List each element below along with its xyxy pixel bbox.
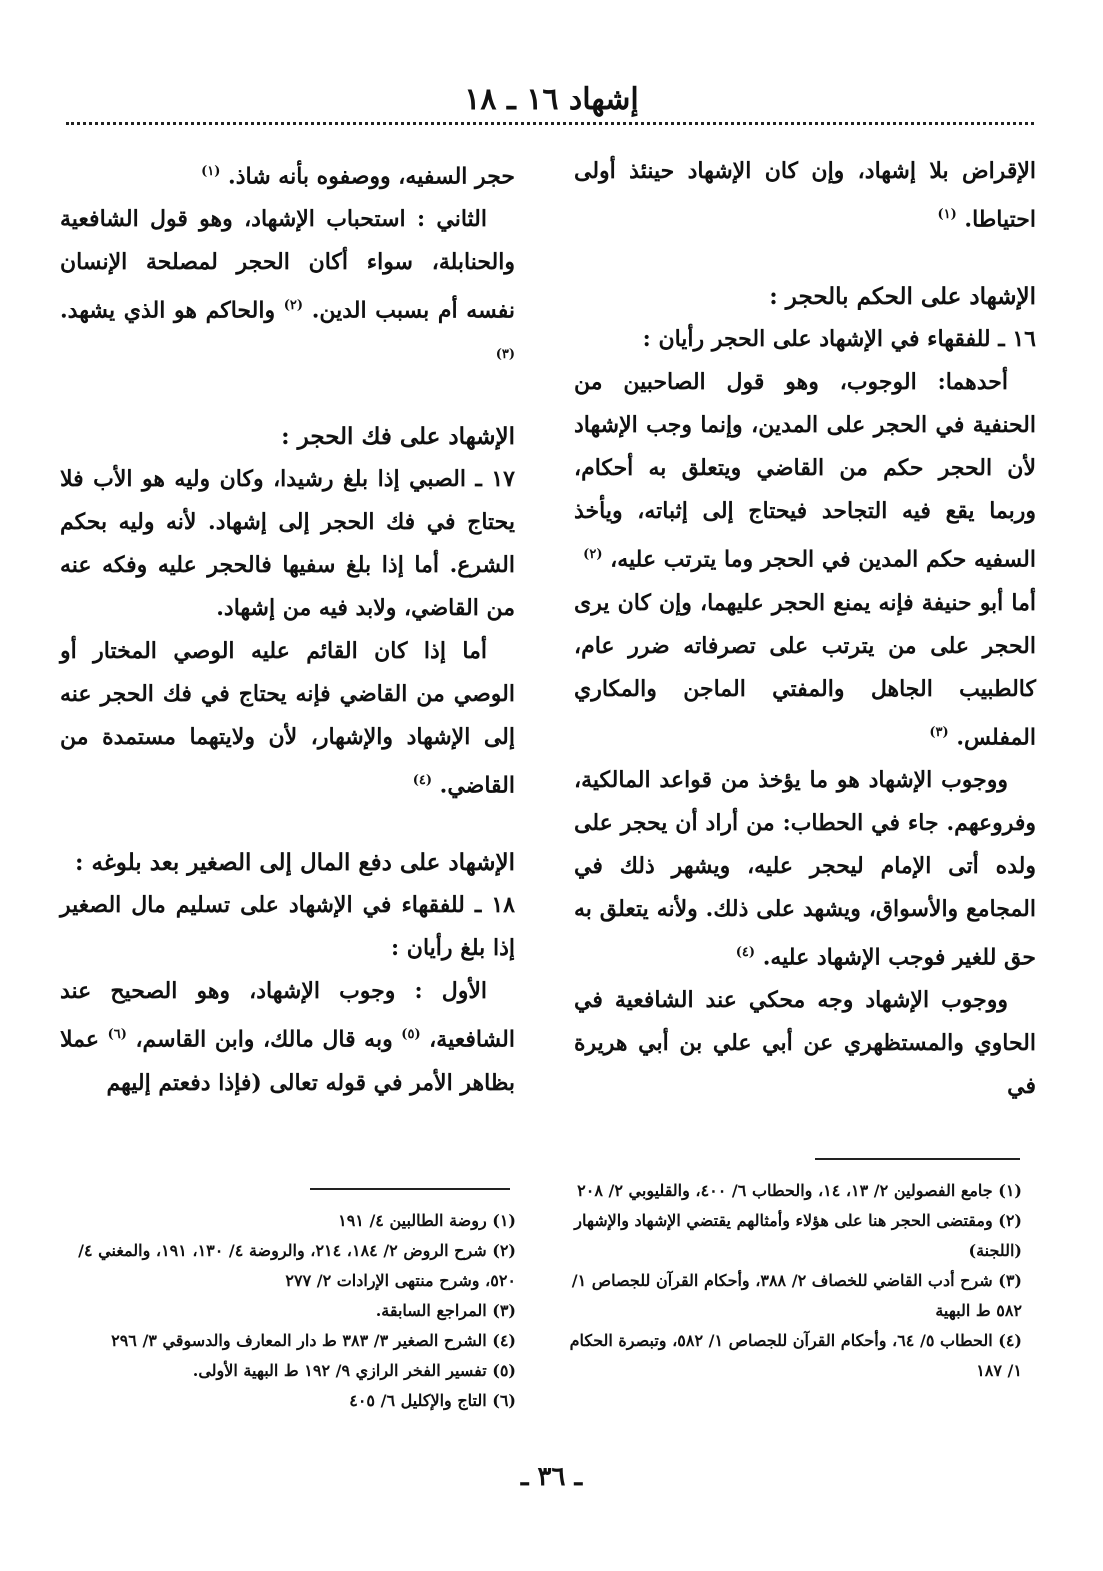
- footnote-ref: (٣): [495, 346, 515, 362]
- paragraph: ووجوب الإشهاد وجه محكي عند الشافعية في الحاوي والمستظهري عن أبي علي بن أبي هريرة في: [574, 987, 1036, 1100]
- paragraph: ١٧ ـ الصبي إذا بلغ رشيدا، وكان وليه هو الأب فلا يحتاج في فك الحجر إلى إشهاد. لأنه وليه بحكم الشرع. أما إذا بلغ سفيها فالحجر عليه وفكه عنه من القاضي، ولابد فيه من إشهاد.: [60, 465, 515, 621]
- paragraph: حجر السفيه، ووصفوه بأنه شاذ. $^{(١)}$: [201, 163, 515, 190]
- footnote: (٢) ومقتضى الحجر هنا على هؤلاء وأمثالهم يقتضي الإشهاد والإشهار (اللجنة): [574, 1211, 1022, 1260]
- footnote: (٣) المراجع السابقة.: [375, 1301, 516, 1320]
- paragraph: ١٦ ـ للفقهاء في الإشهاد على الحجر رأيان :: [642, 326, 1036, 353]
- footnote-ref: (٤): [735, 944, 756, 960]
- footnote-ref: (١): [201, 164, 221, 179]
- paragraph: أما إذا كان القائم عليه الوصي المختار أو الوصي من القاضي فإنه يحتاج في فك الحجر عنه إلى الإشهاد والإشهار، لأن ولايتهما مستمدة من القاضي. $^{(٤)}$: [60, 637, 515, 799]
- footnote: (٤) الحطاب ٥/ ٦٤، وأحكام القرآن للجصاص ١/ ٥٨٢، وتبصرة الحكام ١/ ١٨٧: [569, 1331, 1022, 1380]
- running-header: إشهاد ١٦ ـ ١٨: [464, 82, 639, 117]
- paragraph: الإقراض بلا إشهاد، وإن كان الإشهاد حينئذ أولى احتياطا. $^{(١)}$: [574, 158, 1036, 233]
- footnote-ref: (٥): [401, 1027, 421, 1043]
- footnote-ref: (٤): [412, 772, 432, 788]
- footnote: (١) جامع الفصولين ٢/ ١٣، ١٤، والحطاب ٦/ ٤٠٠، والقليوبي ٢/ ٢٠٨: [577, 1181, 1022, 1200]
- footnote: (١) روضة الطالبين ٤/ ١٩١: [338, 1211, 516, 1230]
- paragraph: أما أبو حنيفة فإنه يمنع الحجر عليهما، وإن كان يرى الحجر على من يترتب على تصرفاته ضرر عام، كالطبيب الجاهل والمفتي الماجن والمكاري المفلس. $^{(٣)}$: [574, 589, 1036, 750]
- paragraph: ١٨ ـ للفقهاء في الإشهاد على تسليم مال الصغير إذا بلغ رأيان :: [60, 892, 515, 962]
- footnote-ref: (١): [937, 207, 957, 222]
- page-number: ـ ٣٦ ـ: [520, 1462, 583, 1492]
- footnotes-right: [552, 1176, 1022, 1386]
- header-divider: [66, 122, 1034, 125]
- paragraph: الأول : وجوب الإشهاد، وهو الصحيح عند الشافعية، $^{(٥)}$ وبه قال مالك، وابن القاسم، $^{(٦)}$ عملا بظاهر الأمر في قوله تعالى (فإذا دفعتم إليهم: [60, 978, 515, 1096]
- footnote: (٦) التاج والإكليل ٦/ ٤٠٥: [349, 1391, 516, 1410]
- section-heading: الإشهاد على فك الحجر :: [281, 422, 515, 450]
- footnote: (٣) شرح أدب القاضي للخصاف ٢/ ٣٨٨، وأحكام القرآن للجصاص ١/ ٥٨٢ ط البهية: [571, 1271, 1022, 1320]
- paragraph: ووجوب الإشهاد هو ما يؤخذ من قواعد المالكية، وفروعهم. جاء في الحطاب: من أراد أن يحجر على ولده أتى الإمام ليحجر عليه، ويشهر ذلك في المجامع والأسواق، ويشهد على ذلك. ولأنه يتعلق به حق للغير فوجب الإشهاد عليه. $^{(٤)}$: [574, 766, 1036, 971]
- section-heading: الإشهاد على دفع المال إلى الصغير بعد بلوغه :: [74, 849, 515, 877]
- footnote-ref: (٢): [583, 547, 603, 563]
- right-column: [574, 150, 1036, 1108]
- footnote-ref: (٦): [107, 1027, 127, 1043]
- footnotes-left: [66, 1206, 516, 1416]
- paragraph: الثاني : استحباب الإشهاد، وهو قول الشافعية والحنابلة، سواء أكان الحجر لمصلحة الإنسان نفسه أم بسبب الدين. $^{(٢)}$ والحاكم هو الذي يشهد. $^{(٣)}$: [60, 206, 515, 362]
- footnote: (٤) الشرح الصغير ٣/ ٣٨٣ ط دار المعارف والدسوقي ٣/ ٢٩٦: [111, 1331, 516, 1350]
- footnote-ref: (٢): [283, 298, 304, 314]
- left-column: [60, 150, 515, 1105]
- paragraph: أحدهما: الوجوب، وهو قول الصاحبين من الحنفية في الحجر على المدين، وإنما وجب الإشهاد لأن الحجر حكم من القاضي ويتعلق به أحكام، وربما يقع فيه التجاحد فيحتاج إلى إثباته، ويأخذ السفيه حكم المدين في الحجر وما يترتب عليه، $^{(٢)}$: [574, 369, 1036, 573]
- footnote-divider: [310, 1188, 510, 1190]
- footnote-ref: (٣): [929, 724, 949, 740]
- section-heading: الإشهاد على الحكم بالحجر :: [769, 283, 1036, 311]
- footnote-divider: [815, 1158, 1020, 1160]
- footnote: (٥) تفسير الفخر الرازي ٩/ ١٩٢ ط البهية الأولى.: [192, 1361, 516, 1380]
- footnote: (٢) شرح الروض ٢/ ١٨٤، ٢١٤، والروضة ٤/ ١٣٠، ١٩١، والمغني ٤/ ٥٢٠، وشرح منتهى الإرادات ٢/ ٢٧٧: [78, 1241, 516, 1290]
